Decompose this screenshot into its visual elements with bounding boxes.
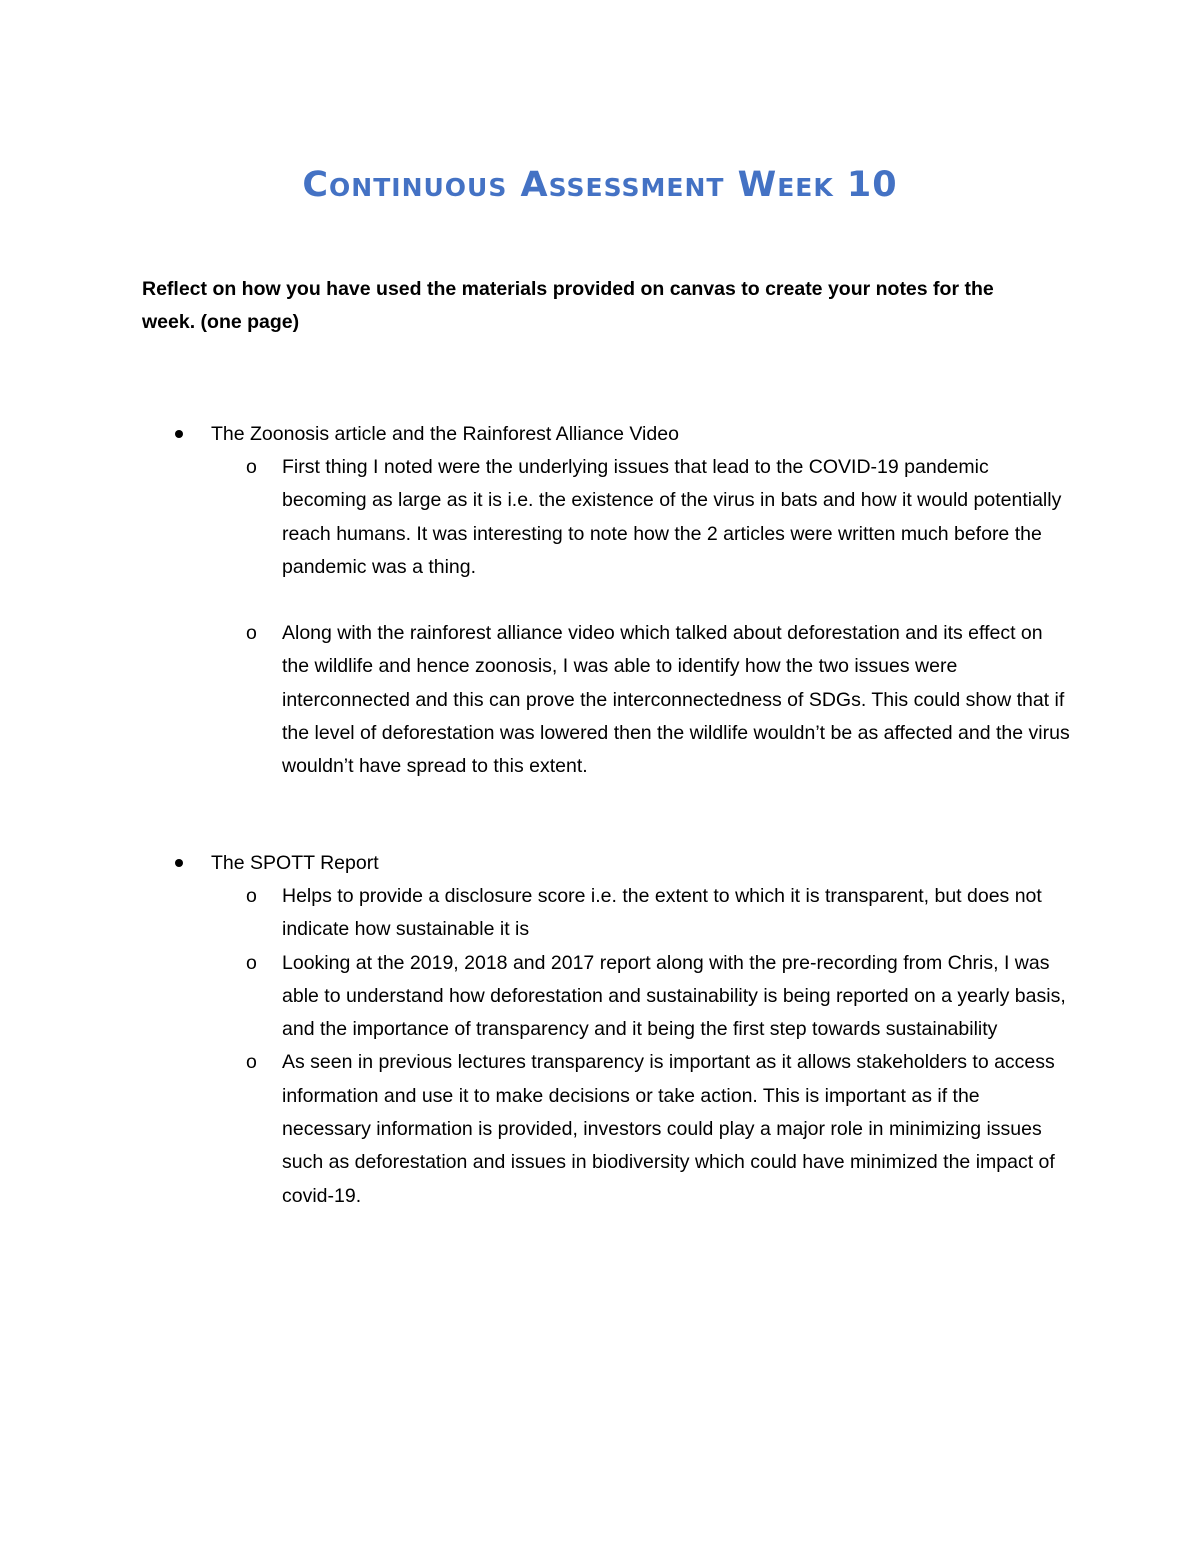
circle-bullet-icon: o <box>246 456 257 478</box>
section-zoonosis <box>0 418 1200 784</box>
section-heading: The SPOTT Report <box>211 852 379 874</box>
assessment-prompt: Reflect on how you have used the materials provided on canvas to create your notes for the week. (one page) <box>142 278 994 333</box>
sub-bullet-text: As seen in previous lectures transparency is important as it allows stakeholders to access information and use it to make decisions or take action. This is important as if the necessary information is provided, investors could play a major role in minimizing issues such as deforestation and issues in biodiversity which could have minimized the impact of covid-19. <box>282 1051 1055 1207</box>
section-spott-report <box>0 847 1200 1213</box>
sub-bullet-text: First thing I noted were the underlying issues that lead to the COVID-19 pandemic becoming as large as it is i.e. the existence of the virus in bats and how it would potentially reach humans. It was interesting to note how the 2 articles were written much before the pandemic was a thing. <box>282 456 1062 578</box>
circle-bullet-icon: o <box>246 622 257 645</box>
sub-bullet-item <box>0 617 1200 783</box>
section-heading: The Zoonosis article and the Rainforest Alliance Video <box>211 423 679 445</box>
circle-bullet-icon: o <box>246 1051 257 1074</box>
circle-bullet-icon: o <box>246 951 257 974</box>
sub-bullet-item <box>0 1046 1200 1212</box>
circle-bullet-icon: o <box>246 885 257 907</box>
sub-bullet-item <box>0 880 1200 947</box>
sub-bullet-item <box>0 947 1200 1047</box>
document-title: Continuous Assessment Week 10 <box>302 165 898 205</box>
bullet-item <box>0 418 1200 451</box>
sub-bullet-item <box>0 451 1200 584</box>
sub-bullet-text: Along with the rainforest alliance video which talked about deforestation and its effect on the wildlife and hence zoonosis, I was able to identify how the two issues were interconnected and this can prove the interconnectedness of SDGs. This could show that if the level of deforestation was lowered then the wildlife wouldn’t be as affected and the virus wouldn’t have spread to this extent. <box>282 622 1070 778</box>
bullet-icon <box>175 859 183 867</box>
sub-bullet-text: Helps to provide a disclosure score i.e. the extent to which it is transparent, but does not indicate how sustainable it is <box>282 885 1042 941</box>
bullet-item <box>0 847 1200 880</box>
sub-bullet-text: Looking at the 2019, 2018 and 2017 report along with the pre-recording from Chris, I was able to understand how deforestation and sustainability is being reported on a yearly basis, and the importance of transparency and it being the first step towards sustainability <box>282 951 1066 1041</box>
bullet-icon <box>175 430 183 438</box>
